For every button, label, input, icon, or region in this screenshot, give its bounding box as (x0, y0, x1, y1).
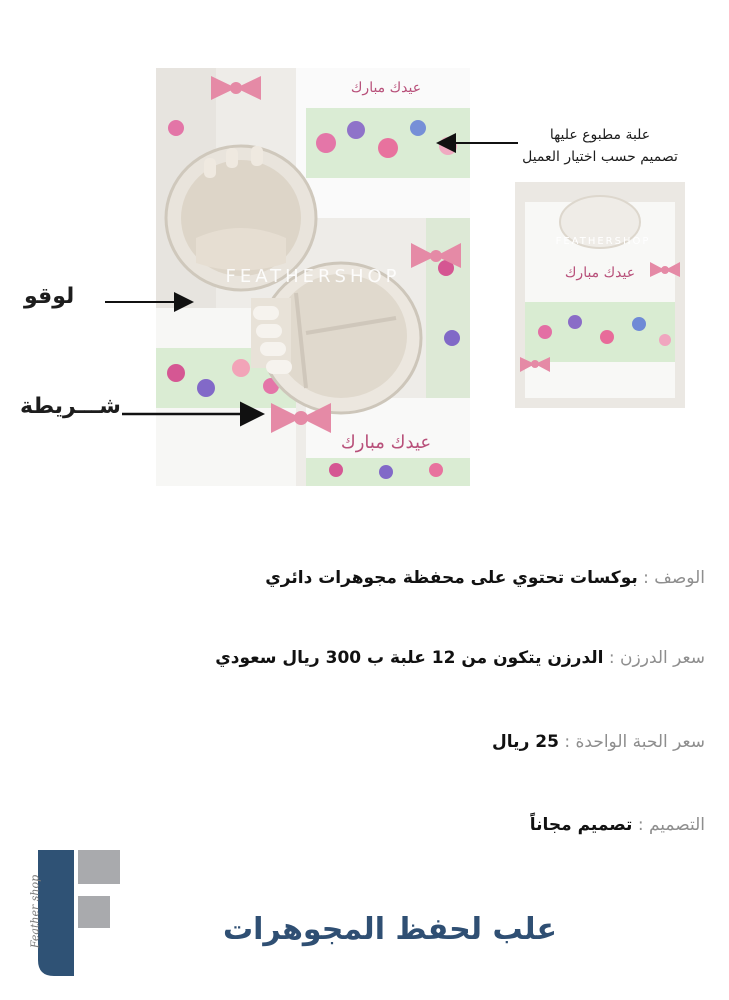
design-label: التصميم : (637, 815, 705, 835)
design-row (530, 815, 705, 835)
side-box-greeting: عيدك مبارك (564, 265, 636, 281)
watermark-logo: FEATHERSHOP (225, 266, 401, 287)
description-row (265, 568, 705, 588)
logo-annotation: لوقو (24, 284, 75, 309)
piece-price-row (492, 732, 705, 752)
box-greeting: عيدك مبارك (350, 80, 422, 96)
printed-box-line-1: علبة مطبوع عليها (549, 127, 651, 143)
ribbon-annotation: شـــريطة (20, 394, 121, 419)
brand-script-text: Feather shop (28, 874, 42, 949)
piece-price-value: 25 ريال (492, 732, 559, 752)
piece-price-label: سعر الحبة الواحدة : (564, 732, 705, 752)
box-greeting-2: عيدك مبارك (340, 432, 432, 453)
printed-box-line-2: تصميم حسب اختيار العميل (522, 149, 678, 165)
description-label: الوصف : (643, 568, 705, 588)
dozen-price-value: الدرزن يتكون من 12 علبة ب 300 ريال سعودي (215, 648, 604, 668)
description-value: بوكسات تحتوي على محفظة مجوهرات دائري (265, 568, 638, 588)
printed-box-annotation (500, 124, 700, 168)
footer-title: علب لحفظ المجوهرات (223, 912, 557, 947)
dozen-price-label: سعر الدرزن : (608, 648, 705, 668)
dozen-price-row (215, 648, 705, 668)
design-value: تصميم مجاناً (529, 815, 633, 835)
side-watermark: FEATHERSHOP (555, 236, 651, 247)
